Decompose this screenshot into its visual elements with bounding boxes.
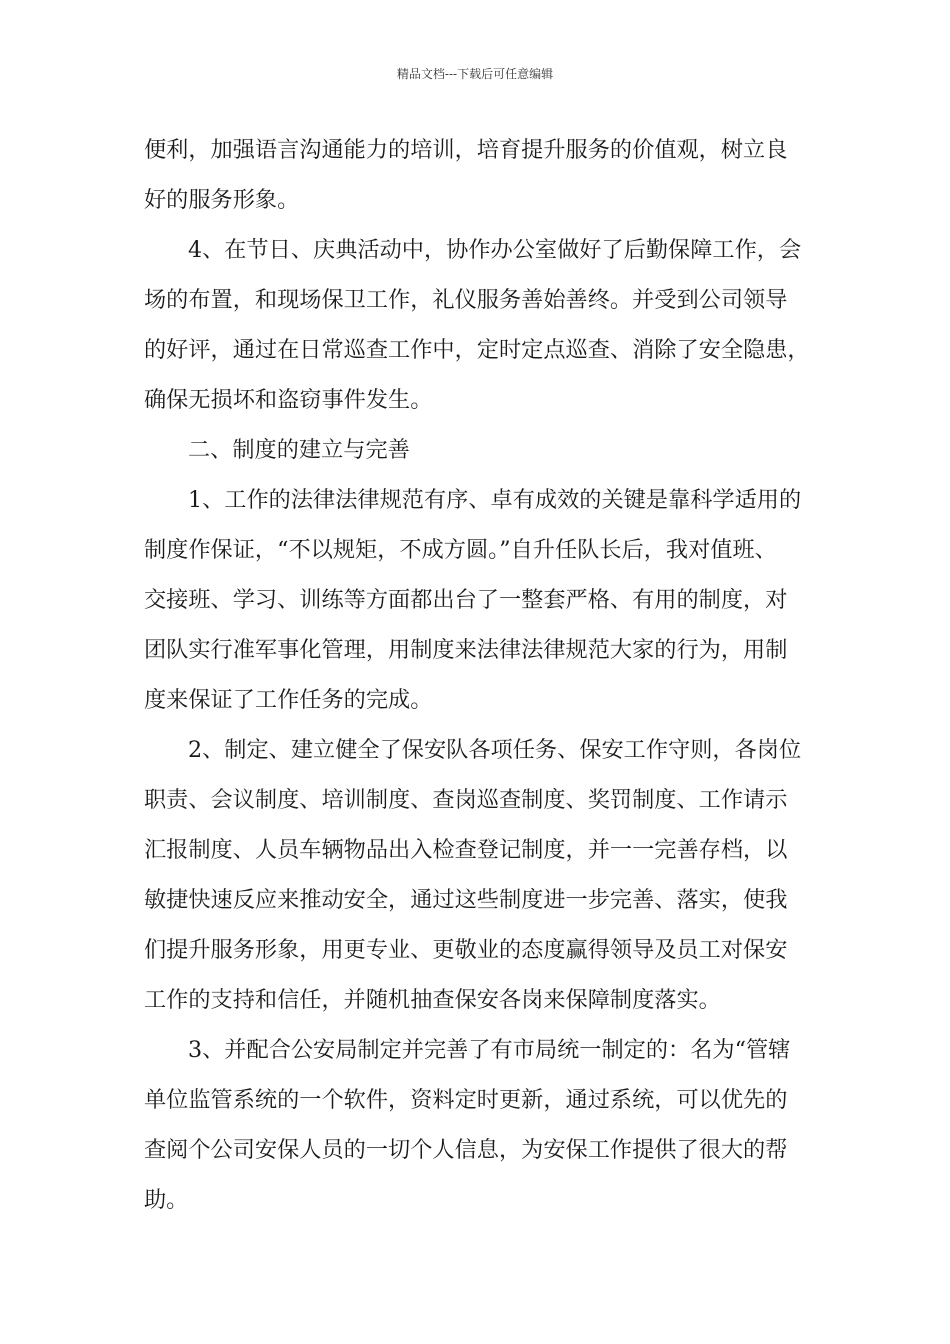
paragraph-line: 的好评，通过在日常巡查工作中，定时定点巡查、消除了安全隐患，	[144, 337, 810, 363]
paragraph-line: 交接班、学习、训练等方面都出台了一整套严格、有用的制度，对	[144, 587, 788, 613]
document-body	[144, 125, 810, 1225]
paragraph-line: 团队实行准军事化管理，用制度来法律法律规范大家的行为，用制	[144, 637, 788, 663]
paragraph-line: 工作的支持和信任，并随机抽查保安各岗来保障制度落实。	[144, 987, 721, 1013]
page-header: 精品文档---下载后可任意编辑	[396, 67, 554, 81]
paragraph-line: 们提升服务形象，用更专业、更敬业的态度赢得领导及员工对保安	[144, 937, 788, 963]
paragraph-line: 度来保证了工作任务的完成。	[144, 687, 433, 713]
paragraph-line: 4、在节日、庆典活动中，协作办公室做好了后勤保障工作，会	[188, 237, 802, 263]
paragraph-line: 汇报制度、人员车辆物品出入检查登记制度，并一一完善存档，以	[144, 837, 788, 863]
paragraph-line: 制度作保证，“不以规矩，不成方圆。”自升任队长后，我对值班、	[144, 537, 777, 563]
paragraph-line: 单位监管系统的一个软件，资料定时更新，通过系统，可以优先的	[144, 1087, 788, 1113]
paragraph-line: 敏捷快速反应来推动安全，通过这些制度进一步完善、落实，使我	[144, 887, 788, 913]
paragraph-line: 2、制定、建立健全了保安队各项任务、保安工作守则，各岗位	[188, 737, 802, 763]
paragraph-line: 职责、会议制度、培训制度、查岗巡查制度、奖罚制度、工作请示	[144, 787, 788, 813]
section-heading: 二、制度的建立与完善	[188, 437, 410, 463]
paragraph-line: 确保无损坏和盗窃事件发生。	[144, 387, 433, 413]
paragraph-line: 场的布置，和现场保卫工作，礼仪服务善始善终。并受到公司领导	[144, 287, 788, 313]
paragraph-line: 查阅个公司安保人员的一切个人信息，为安保工作提供了很大的帮	[144, 1137, 788, 1163]
paragraph-line: 便利，加强语言沟通能力的培训，培育提升服务的价值观，树立良	[144, 137, 788, 163]
paragraph-line: 3、并配合公安局制定并完善了有市局统一制定的：名为“管辖	[188, 1037, 791, 1063]
paragraph-line: 1、工作的法律法律规范有序、卓有成效的关键是靠科学适用的	[188, 487, 802, 513]
paragraph-line: 好的服务形象。	[144, 187, 300, 213]
paragraph-line: 助。	[144, 1187, 189, 1213]
